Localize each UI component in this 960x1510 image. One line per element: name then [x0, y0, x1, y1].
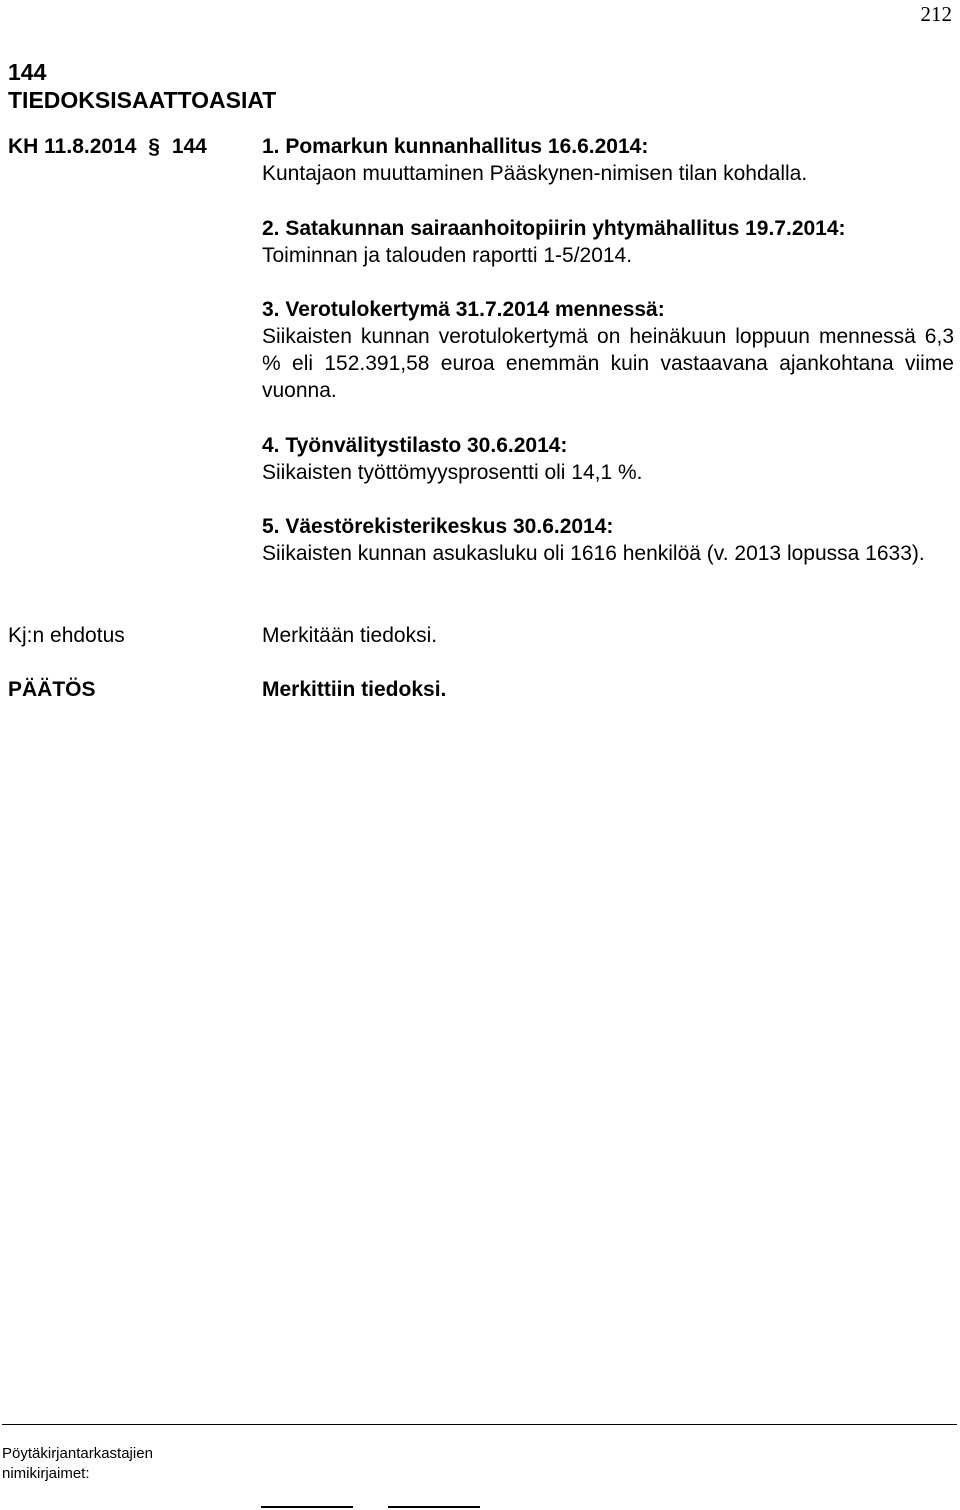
list-item: [262, 296, 954, 404]
item-title: 1. Pomarkun kunnanhallitus 16.6.2014:: [262, 135, 649, 158]
decision-label: PÄÄTÖS: [8, 678, 96, 701]
reference-body: KH 11.8.2014: [8, 135, 137, 158]
footer-label: [2, 1444, 153, 1484]
section-sign: §: [148, 135, 160, 158]
section-number: 144: [8, 59, 47, 85]
item-text: Siikaisten kunnan verotulokertymä on heinäkuun loppuun mennessä 6,3 % eli 152.391,58 euroa enemmän kuin vastaavana ajankohtana viime vuonna.: [262, 325, 954, 402]
item-text: Toiminnan ja talouden raportti 1-5/2014.: [262, 244, 633, 267]
page-number: 212: [920, 2, 952, 26]
list-item: [262, 215, 954, 269]
page-title: TIEDOKSISAATTOASIAT: [8, 87, 277, 113]
item-text: Siikaisten kunnan asukasluku oli 1616 henkilöä (v. 2013 lopussa 1633).: [262, 542, 925, 565]
signature-line-2: [388, 1506, 480, 1508]
item-text: Siikaisten työttömyysprosentti oli 14,1 %.: [262, 461, 643, 484]
item-title: 5. Väestörekisterikeskus 30.6.2014:: [262, 515, 614, 538]
item-title: 2. Satakunnan sairaanhoitopiirin yhtymähallitus 19.7.2014:: [262, 217, 846, 240]
item-title: 4. Työnvälitystilasto 30.6.2014:: [262, 434, 568, 457]
item-text: Kuntajaon muuttaminen Pääskynen-nimisen tilan kohdalla.: [262, 162, 808, 185]
footer-line-1: Pöytäkirjantarkastajien: [2, 1445, 153, 1462]
list-item: [262, 133, 954, 187]
proposal-label: Kj:n ehdotus: [8, 624, 125, 647]
footer-divider: [2, 1424, 957, 1425]
reference-section: 144: [171, 135, 207, 158]
proposal-text: Merkitään tiedoksi.: [262, 624, 438, 647]
list-item: [262, 513, 954, 567]
reference: [8, 133, 207, 160]
decision-text: Merkittiin tiedoksi.: [262, 678, 447, 701]
item-title: 3. Verotulokertymä 31.7.2014 mennessä:: [262, 298, 665, 321]
signature-line-1: [261, 1506, 353, 1508]
footer-line-2: nimikirjaimet:: [2, 1465, 90, 1482]
list-item: [262, 432, 954, 486]
